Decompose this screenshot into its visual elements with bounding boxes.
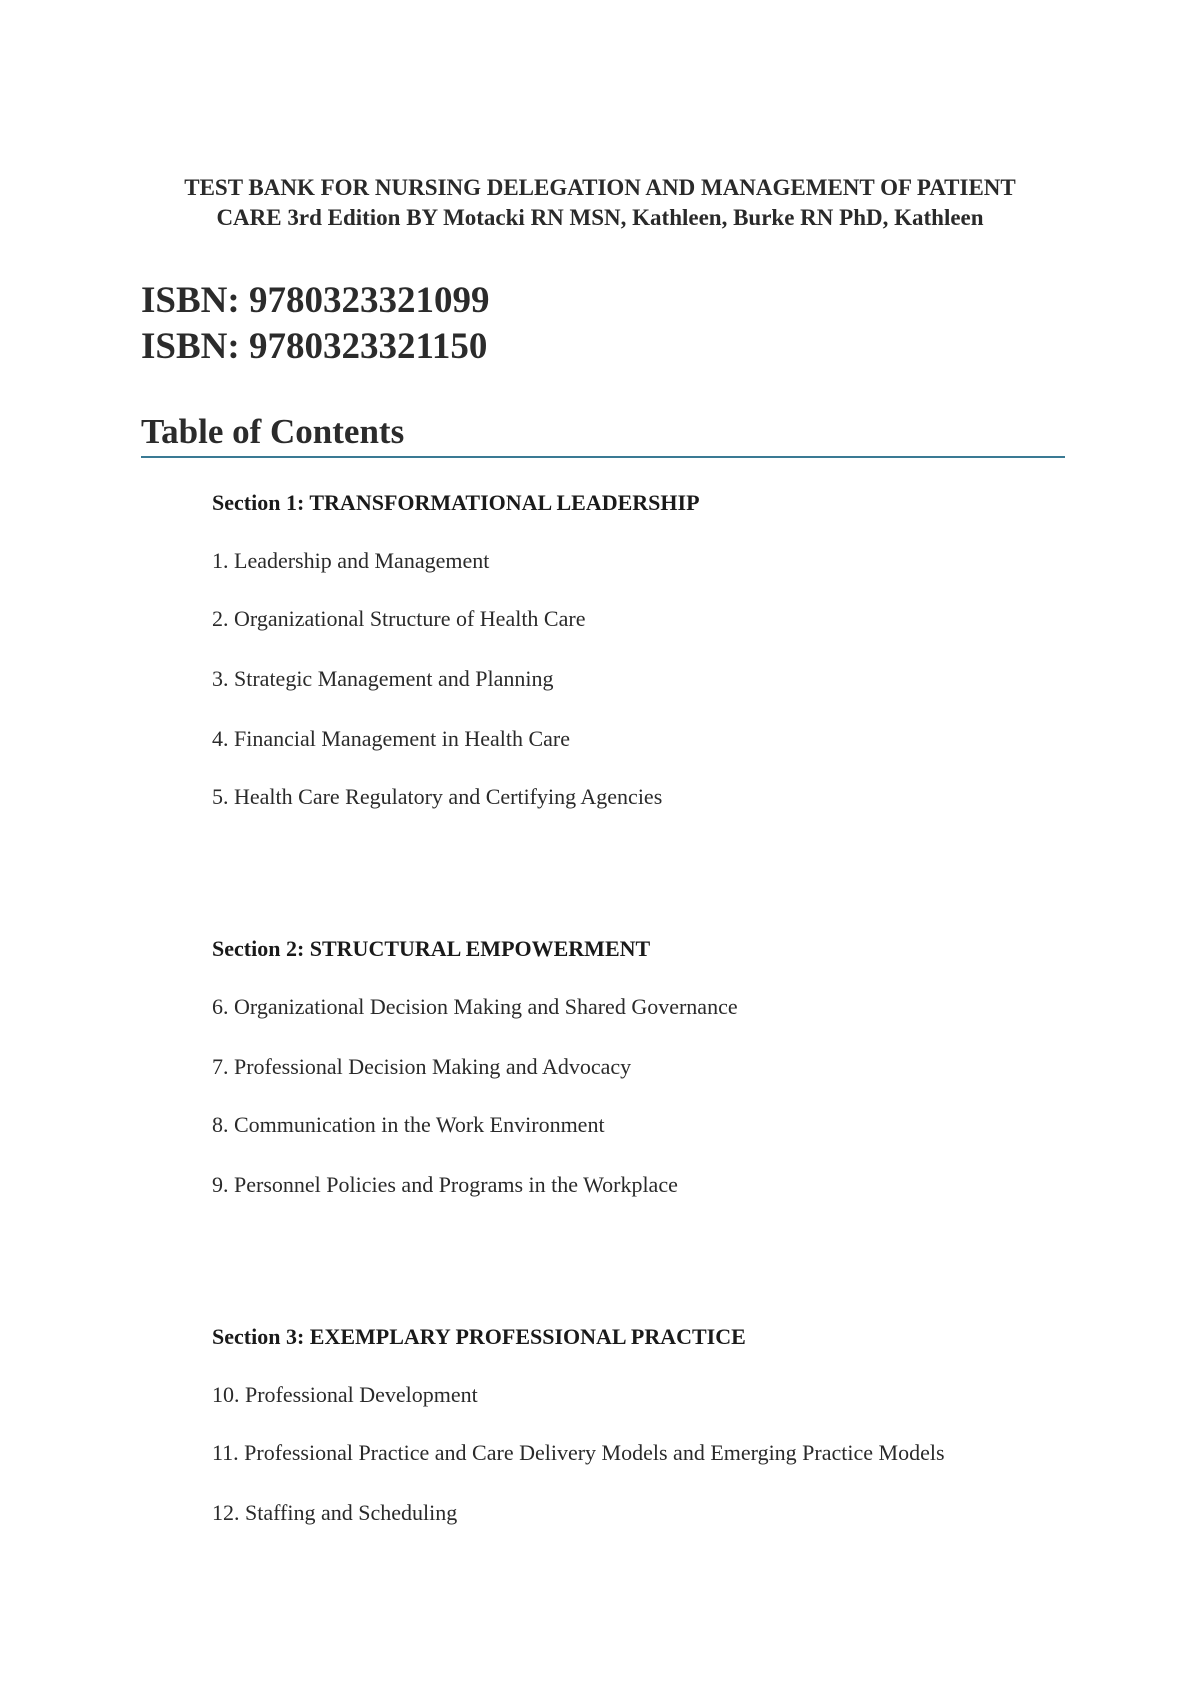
toc-heading-underline [141, 411, 1065, 458]
section-title: Section 1: TRANSFORMATIONAL LEADERSHIP [212, 490, 700, 515]
chapter-link[interactable]: 3. Strategic Management and Planning [212, 666, 554, 691]
section-title: Section 2: STRUCTURAL EMPOWERMENT [212, 936, 651, 961]
chapter-link[interactable]: 4. Financial Management in Health Care [212, 726, 570, 751]
chapter-link[interactable]: 5. Health Care Regulatory and Certifying Agencies [212, 784, 663, 809]
isbn-line: ISBN: 9780323321099 [141, 280, 490, 321]
toc-heading: Table of Contents [141, 412, 405, 451]
chapter-link[interactable]: 6. Organizational Decision Making and Shared Governance [212, 994, 738, 1019]
chapter-link[interactable]: 9. Personnel Policies and Programs in the Workplace [212, 1172, 678, 1197]
chapter-link[interactable]: 8. Communication in the Work Environment [212, 1112, 605, 1137]
document-title [140, 173, 1060, 233]
section-title: Section 3: EXEMPLARY PROFESSIONAL PRACTICE [212, 1324, 746, 1349]
chapter-link[interactable]: 11. Professional Practice and Care Delivery Models and Emerging Practice Models [212, 1440, 945, 1465]
chapter-link[interactable]: 7. Professional Decision Making and Advocacy [212, 1054, 632, 1079]
isbn-line: ISBN: 9780323321150 [141, 326, 488, 367]
chapter-link[interactable]: 12. Staffing and Scheduling [212, 1500, 458, 1525]
chapter-link[interactable]: 10. Professional Development [212, 1382, 478, 1407]
document-title-line-1: TEST BANK FOR NURSING DELEGATION AND MANAGEMENT OF PATIENT [184, 175, 1016, 200]
document-title-line-2: CARE 3rd Edition BY Motacki RN MSN, Kathleen, Burke RN PhD, Kathleen [216, 205, 984, 230]
isbn-block [141, 278, 489, 370]
chapter-link[interactable]: 1. Leadership and Management [212, 548, 490, 573]
chapter-link[interactable]: 2. Organizational Structure of Health Care [212, 606, 586, 631]
